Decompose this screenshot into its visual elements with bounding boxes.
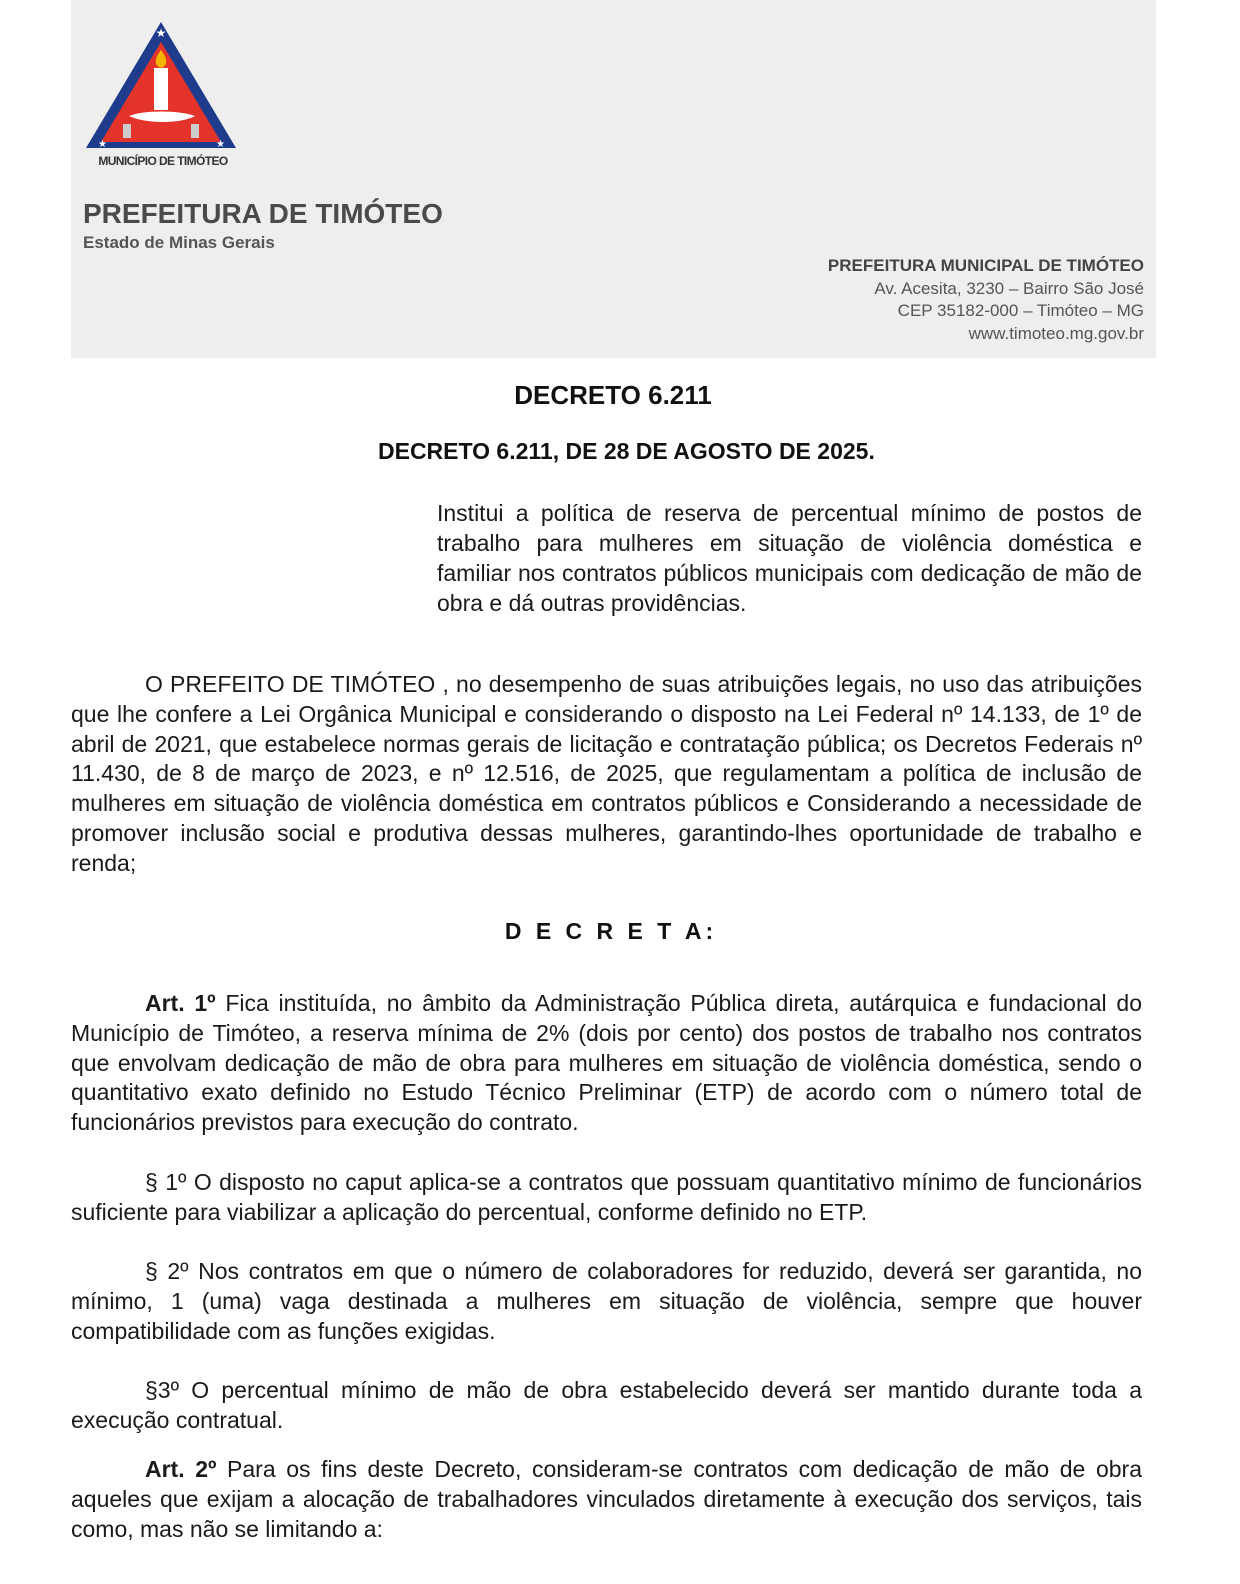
decree-summary: Institui a política de reserva de percentual mínimo de postos de trabalho para mulheres em situação de violência doméstica e familiar nos contratos públicos municipais com dedicação de mão de obra e dá outras providências. xyxy=(437,500,1142,616)
decree-title: DECRETO 6.211 xyxy=(514,380,712,410)
decreta-heading: D E C R E T A: xyxy=(504,918,718,944)
paragraph-3-text: §3º O percentual mínimo de mão de obra estabelecido deverá ser mantido durante toda a execução contratual. xyxy=(71,1377,1142,1433)
svg-text:★: ★ xyxy=(98,139,107,150)
preamble-text: no desempenho de suas atribuições legais, no uso das atribuições que lhe confere a Lei Orgânica Municipal e considerando o disposto na Lei Federal nº 14.133, de 1º de abril de 2021, que estabelece normas gerais de licitação e contratação pública; os Decretos Federais nº 11.430, de 8 de março de 2023, e nº 12.516, de 2025, que regulamentam a política de inclusão de mulheres em situação de violência doméstica em contratos públicos e Considerando a necessidade de promover inclusão social e produtiva dessas mulheres, garantindo-lhes oportunidade de trabalho e renda; xyxy=(71,671,1143,876)
preamble-paragraph xyxy=(71,670,1142,879)
address-block xyxy=(828,255,1144,345)
paragraph-2 xyxy=(71,1257,1142,1346)
municipality-logo xyxy=(83,20,239,170)
logo-emblem-icon xyxy=(83,20,239,154)
svg-text:★: ★ xyxy=(155,26,167,40)
prefecture-title: PREFEITURA DE TIMÓTEO xyxy=(83,198,443,229)
address-street: Av. Acesita, 3230 – Bairro São José xyxy=(874,278,1144,298)
paragraph-1-text: § 1º O disposto no caput aplica-se a contratos que possuam quantitativo mínimo de funcionários suficiente para viabilizar a aplicação do percentual, conforme definido no ETP. xyxy=(71,1169,1142,1225)
letterhead xyxy=(71,0,1156,358)
article-1-label: Art. 1º xyxy=(145,990,216,1016)
address-cep: CEP 35182-000 – Timóteo – MG xyxy=(897,301,1144,320)
paragraph-1 xyxy=(71,1168,1142,1228)
state-subtitle: Estado de Minas Gerais xyxy=(83,233,275,252)
article-2-text: Para os fins deste Decreto, consideram-se contratos com dedicação de mão de obra aqueles que exijam a alocação de trabalhadores vinculados diretamente à execução dos serviços, tais como, mas não se limitando a: xyxy=(71,1456,1142,1542)
paragraph-2-text: § 2º Nos contratos em que o número de colaboradores for reduzido, deverá ser garantida, no mínimo, 1 (uma) vaga destinada a mulheres em situação de violência, sempre que houver compatibilidade com as funções exigidas. xyxy=(71,1258,1142,1344)
article-2 xyxy=(71,1455,1142,1544)
preamble-lead: O PREFEITO DE TIMÓTEO , xyxy=(145,671,449,697)
decree-subtitle: DECRETO 6.211, DE 28 DE AGOSTO DE 2025. xyxy=(378,438,875,464)
svg-text:★: ★ xyxy=(216,139,225,150)
address-org: PREFEITURA MUNICIPAL DE TIMÓTEO xyxy=(827,256,1144,275)
article-2-label: Art. 2º xyxy=(145,1456,217,1482)
article-1 xyxy=(71,989,1142,1138)
article-1-text: Fica instituída, no âmbito da Administração Pública direta, autárquica e fundacional do Município de Timóteo, a reserva mínima de 2% (dois por cento) dos postos de trabalho nos contratos que envolvam dedicação de mão de obra para mulheres em situação de violência doméstica, sendo o quantitativo exato definido no Estudo Técnico Preliminar (ETP) de acordo com o número total de funcionários previstos para execução do contrato. xyxy=(71,990,1142,1136)
paragraph-3 xyxy=(71,1376,1142,1436)
logo-caption: MUNICÍPIO DE TIMÓTEO xyxy=(98,154,228,168)
address-website: www.timoteo.mg.gov.br xyxy=(968,323,1144,343)
